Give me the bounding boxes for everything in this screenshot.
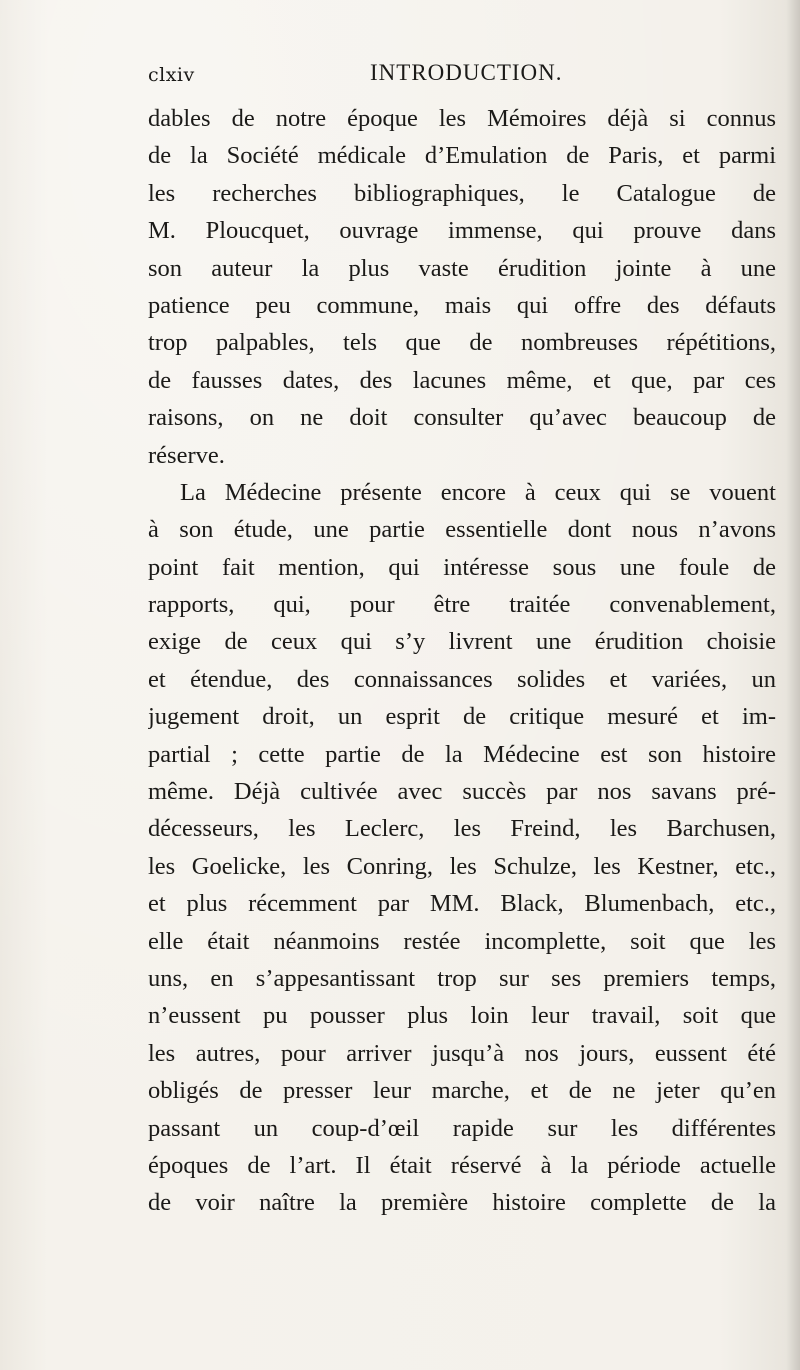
text-line: époques de l’art. Il était réservé à la période actuelle: [148, 1151, 776, 1179]
text-line: les autres, pour arriver jusqu’à nos jours, eussent été: [148, 1039, 776, 1067]
text-line: les Goelicke, les Conring, les Schulze, les Kestner, etc.,: [148, 852, 776, 880]
text-line: décesseurs, les Leclerc, les Freind, les Barchusen,: [148, 815, 776, 843]
text-line: rapports, qui, pour être traitée convenablement,: [148, 591, 776, 619]
text-line: les recherches bibliographiques, le Catalogue de: [148, 179, 776, 207]
text-line: uns, en s’appesantissant trop sur ses premiers temps,: [148, 964, 776, 992]
text-line-indented: La Médecine présente encore à ceux qui se vouent: [180, 478, 776, 506]
text-line: de fausses dates, des lacunes même, et que, par ces: [148, 366, 776, 394]
running-title: INTRODUCTION.: [370, 60, 563, 85]
running-head: [148, 58, 776, 94]
text-line: même. Déjà cultivée avec succès par nos savans pré-: [148, 778, 776, 806]
text-line: trop palpables, tels que de nombreuses répétitions,: [148, 329, 776, 357]
text-line: patience peu commune, mais qui offre des défauts: [148, 291, 776, 319]
text-line: obligés de presser leur marche, et de ne jeter qu’en: [148, 1077, 776, 1105]
text-line: partial ; cette partie de la Médecine est son histoire: [148, 740, 776, 768]
text-line: réserve.: [148, 441, 225, 469]
text-line: n’eussent pu pousser plus loin leur travail, soit que: [148, 1002, 776, 1030]
text-line: jugement droit, un esprit de critique mesuré et im-: [148, 703, 776, 731]
text-line: point fait mention, qui intéresse sous une foule de: [148, 553, 776, 581]
text-line: son auteur la plus vaste érudition jointe à une: [148, 254, 776, 282]
text-line: dables de notre époque les Mémoires déjà si connus: [148, 105, 776, 132]
text-line: raisons, on ne doit consulter qu’avec beaucoup de: [148, 404, 776, 432]
text-line: de la Société médicale d’Emulation de Paris, et parmi: [148, 142, 776, 170]
text-line: elle était néanmoins restée incomplette, soit que les: [148, 927, 776, 955]
text-line: M. Ploucquet, ouvrage immense, qui prouve dans: [148, 217, 776, 245]
body-text: [148, 100, 776, 1222]
page-edge-shadow: [786, 0, 800, 1370]
text-line: passant un coup-d’œil rapide sur les différentes: [148, 1114, 776, 1142]
text-line: exige de ceux qui s’y livrent une érudition choisie: [148, 628, 776, 656]
text-line: à son étude, une partie essentielle dont nous n’avons: [148, 516, 776, 544]
text-line: et plus récemment par MM. Black, Blumenbach, etc.,: [148, 890, 776, 918]
page-number: clxiv: [148, 64, 195, 86]
text-line: et étendue, des connaissances solides et variées, un: [148, 665, 776, 693]
text-line: de voir naître la première histoire complette de la: [148, 1189, 776, 1217]
